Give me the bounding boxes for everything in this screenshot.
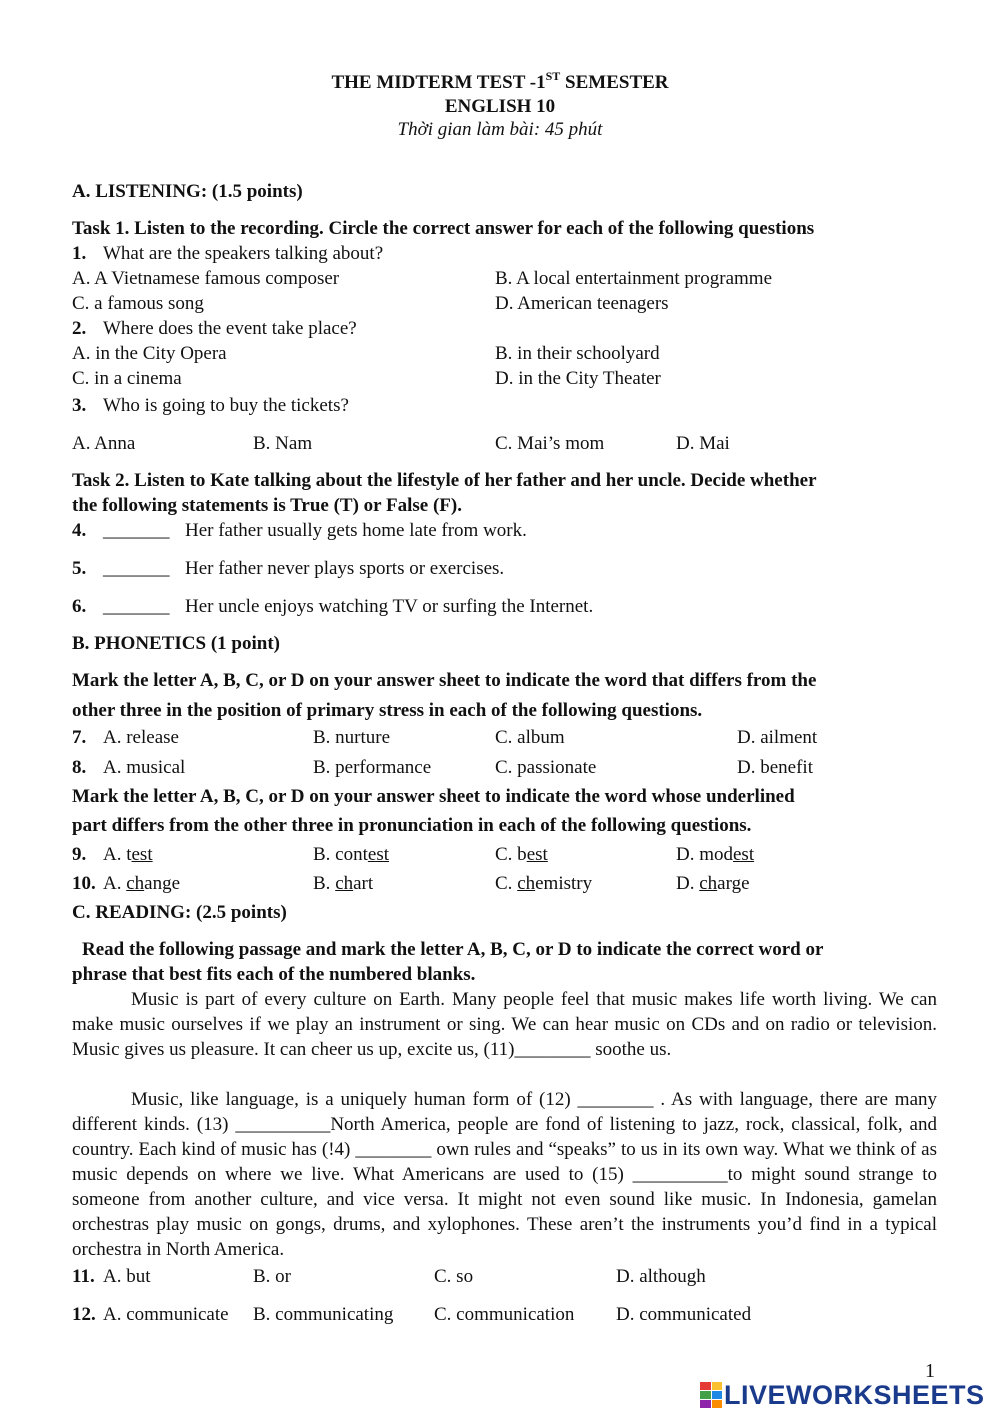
option-a: A. communicate xyxy=(103,1304,229,1325)
option-d: D. charge xyxy=(676,873,750,894)
logo-text: LIVEWORKSHEETS xyxy=(724,1379,985,1410)
option-d: D. although xyxy=(616,1266,706,1287)
question-text: Where does the event take place? xyxy=(103,318,357,339)
subject-title: ENGLISH 10 xyxy=(444,96,556,117)
logo-tile xyxy=(712,1382,723,1390)
stress-instruction-line1: Mark the letter A, B, C, or D on your answer sheet to indicate the word that differs from the xyxy=(72,670,817,691)
test-title: THE MIDTERM TEST -1ST SEMESTER xyxy=(331,69,669,93)
liveworksheets-logo-icon xyxy=(700,1382,722,1408)
reading-instruction-line2: phrase that best fits each of the numbered blanks. xyxy=(72,964,476,985)
question-number: 6. xyxy=(72,596,87,617)
question-number: 2. xyxy=(72,318,87,339)
pronunciation-instruction-line1: Mark the letter A, B, C, or D on your answer sheet to indicate the word whose underlined xyxy=(72,786,795,807)
answer-blank[interactable]: _______ xyxy=(103,520,170,541)
question-text: Who is going to buy the tickets? xyxy=(103,395,349,416)
option-d: D. benefit xyxy=(737,757,813,778)
option-c: C. album xyxy=(495,727,565,748)
option-b: B. nurture xyxy=(313,727,391,748)
page-number: 1 xyxy=(925,1360,935,1382)
question-number: 4. xyxy=(72,520,87,541)
task2-instruction-line2: the following statements is True (T) or False (F). xyxy=(72,495,462,516)
logo-tile xyxy=(712,1400,723,1408)
statement-text: Her uncle enjoys watching TV or surfing the Internet. xyxy=(185,596,594,617)
option-c: C. passionate xyxy=(495,757,597,778)
option-a: A. in the City Opera xyxy=(72,343,227,364)
option-c: C. chemistry xyxy=(495,873,593,894)
question-number: 3. xyxy=(72,395,87,416)
option-c: C. so xyxy=(434,1266,474,1287)
option-c: C. communication xyxy=(434,1304,575,1325)
option-a: A. A Vietnamese famous composer xyxy=(72,268,340,289)
question-number: 8. xyxy=(72,757,87,778)
option-c: C. in a cinema xyxy=(72,368,182,389)
question-number: 1. xyxy=(72,243,87,264)
option-a: A. but xyxy=(103,1266,151,1287)
option-c: C. Mai’s mom xyxy=(495,433,605,454)
option-d: D. communicated xyxy=(616,1304,752,1325)
reading-instruction-line1: Read the following passage and mark the letter A, B, C, or D to indicate the correct word or xyxy=(82,939,824,960)
option-b: B. or xyxy=(253,1266,291,1287)
option-c: C. best xyxy=(495,844,548,865)
section-c-heading: C. READING: (2.5 points) xyxy=(72,902,287,923)
option-d: D. modest xyxy=(676,844,755,865)
task1-instruction: Task 1. Listen to the recording. Circle the correct answer for each of the following questions xyxy=(72,218,815,239)
logo-tile xyxy=(700,1382,711,1390)
option-b: B. performance xyxy=(313,757,432,778)
option-a: A. test xyxy=(103,844,153,865)
logo-tile xyxy=(712,1391,723,1399)
option-b: B. chart xyxy=(313,873,374,894)
liveworksheets-logo[interactable] xyxy=(700,1380,985,1410)
pronunciation-instruction-line2: part differs from the other three in pronunciation in each of the following questions. xyxy=(72,815,752,836)
option-c: C. a famous song xyxy=(72,293,204,314)
answer-blank[interactable]: _______ xyxy=(103,558,170,579)
section-a-heading: A. LISTENING: (1.5 points) xyxy=(72,181,303,202)
time-limit: Thời gian làm bài: 45 phút xyxy=(397,119,603,140)
logo-tile xyxy=(700,1400,711,1408)
question-number: 12. xyxy=(72,1304,96,1325)
option-b: B. Nam xyxy=(253,433,313,454)
option-a: A. change xyxy=(103,873,181,894)
logo-tile xyxy=(700,1391,711,1399)
option-b: B. in their schoolyard xyxy=(495,343,660,364)
passage-paragraph-2: Music, like language, is a uniquely human form of (12) ________ . As with language, there are many different kinds. (13) __________North America, people are fond of listening to jazz, rock, classical, folk, and country. Each kind of music has (!4) ________ own rules and “speaks” to us in its own way. What we think of as music depends on where we live. What Americans are used to (15) __________to might sound strange to someone from another culture, and vice versa. It might not even sound like music. In Indonesia, gamelan orchestras play music on gongs, drums, and xylophones. These aren’t the instruments you’d find in a typical orchestra in North America. xyxy=(72,1089,937,1260)
statement-text: Her father never plays sports or exercises. xyxy=(185,558,505,579)
option-b: B. contest xyxy=(313,844,389,865)
question-number: 9. xyxy=(72,844,87,865)
option-d: D. ailment xyxy=(737,727,818,748)
option-b: B. A local entertainment programme xyxy=(495,268,773,289)
option-a: A. release xyxy=(103,727,179,748)
option-d: D. in the City Theater xyxy=(495,368,661,389)
option-d: D. Mai xyxy=(676,433,730,454)
option-b: B. communicating xyxy=(253,1304,394,1325)
option-d: D. American teenagers xyxy=(495,293,669,314)
statement-text: Her father usually gets home late from work. xyxy=(185,520,527,541)
passage-paragraph-1: Music is part of every culture on Earth. Many people feel that music makes life worth living. We can make music ourselves if we play an instrument or sing. We can hear music on CDs and on radio or television. Music gives us pleasure. It can cheer us up, excite us, (11)________ soothe us. xyxy=(72,989,937,1060)
section-b-heading: B. PHONETICS (1 point) xyxy=(72,633,280,654)
option-a: A. Anna xyxy=(72,433,136,454)
question-number: 11. xyxy=(72,1266,95,1287)
question-text: What are the speakers talking about? xyxy=(103,243,384,264)
option-a: A. musical xyxy=(103,757,186,778)
task2-instruction-line1: Task 2. Listen to Kate talking about the lifestyle of her father and her uncle. Decide whether xyxy=(72,470,817,491)
question-number: 7. xyxy=(72,727,87,748)
answer-blank[interactable]: _______ xyxy=(103,596,170,617)
question-number: 10. xyxy=(72,873,96,894)
stress-instruction-line2: other three in the position of primary stress in each of the following questions. xyxy=(72,700,703,721)
question-number: 5. xyxy=(72,558,87,579)
